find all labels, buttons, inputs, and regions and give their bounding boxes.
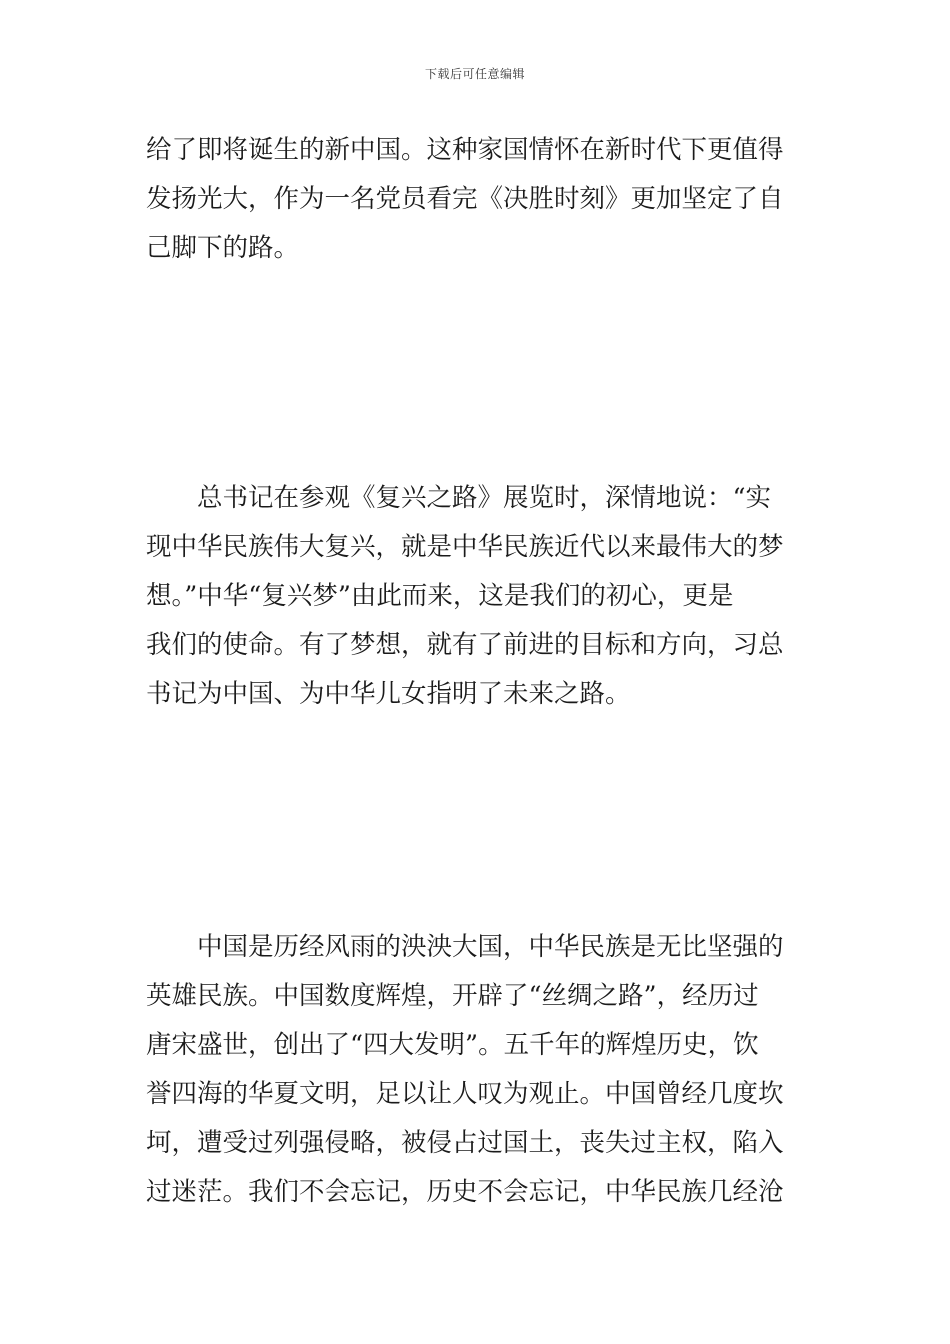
paragraph [146,923,806,1217]
paragraph-line: 总书记在参观《复兴之路》展览时，深情地说：“实 [146,483,772,513]
paragraph [146,474,806,719]
paragraph-line: 誉四海的华夏文明，足以让人叹为观止。中国曾经几度坎 [146,1079,784,1109]
paragraph-line: 中国是历经风雨的泱泱大国，中华民族是无比坚强的 [146,932,784,962]
paragraph-line: 给了即将诞生的新中国。这种家国情怀在新时代下更值得 [146,135,784,165]
paragraph-line: 发扬光大，作为一名党员看完《决胜时刻》更加坚定了自 [146,184,784,214]
paragraph-line: 我们的使命。有了梦想，就有了前进的目标和方向，习总 [146,630,784,660]
page-header: 下载后可任意编辑 [424,67,525,81]
paragraph [146,126,806,273]
paragraph-line: 坷，遭受过列强侵略，被侵占过国土，丧失过主权，陷入 [146,1128,784,1158]
paragraph-line: 书记为中国、为中华儿女指明了未来之路。 [146,679,631,709]
paragraph-line: 想。”中华“复兴梦”由此而来，这是我们的初心，更是 [146,581,734,611]
paragraph-line: 现中华民族伟大复兴，就是中华民族近代以来最伟大的梦 [146,532,784,562]
paragraph-line: 过迷茫。我们不会忘记，历史不会忘记，中华民族几经沧 [146,1177,784,1207]
paragraph-line: 英雄民族。中国数度辉煌，开辟了“丝绸之路”，经历过 [146,981,759,1011]
paragraph-line: 己脚下的路。 [146,233,300,263]
paragraph-line: 唐宋盛世，创出了“四大发明”。五千年的辉煌历史，饮 [146,1030,759,1060]
